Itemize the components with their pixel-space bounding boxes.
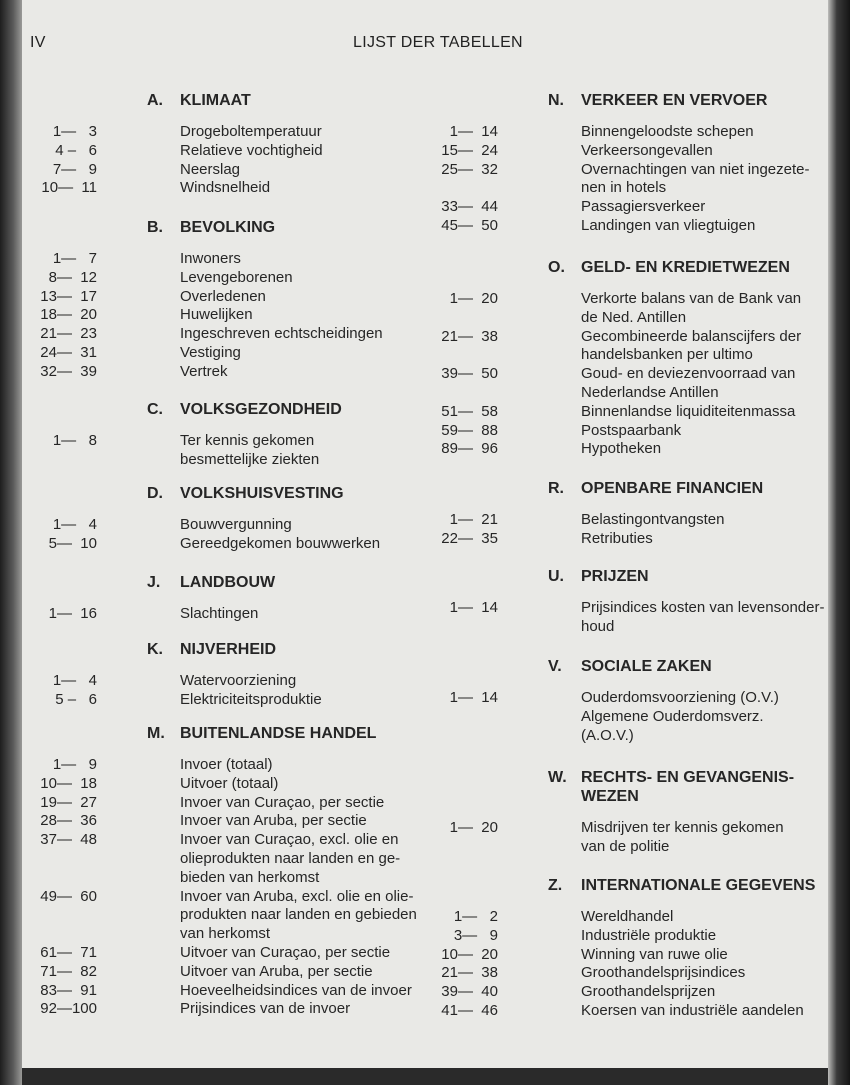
table-range: 5— 10 [48, 534, 97, 552]
table-entry [52, 432, 320, 470]
table-range: 59— 88 [441, 421, 498, 439]
table-description [581, 328, 801, 366]
section [52, 401, 342, 470]
table-entry [52, 672, 322, 691]
table-range: 39— 40 [441, 983, 498, 1001]
section-heading [147, 219, 383, 241]
table-description [180, 123, 323, 142]
description-line: handelsbanken per ultimo [581, 346, 753, 364]
table-range: 71— 82 [40, 962, 97, 980]
description-line: Drogeboltemperatuur [180, 123, 322, 140]
description-line: Retributies [581, 529, 653, 547]
table-range: 15— 24 [441, 141, 498, 159]
table-range: 21— 38 [441, 964, 498, 982]
description-line: Uitvoer van Curaçao, per sectie [180, 943, 391, 961]
table-list [48, 516, 381, 554]
section-title-line2: WEZEN [581, 788, 639, 805]
section [48, 485, 381, 554]
table-range: 1— 4 [52, 672, 97, 689]
section-heading [548, 92, 809, 114]
table-entry [52, 160, 323, 180]
table-range: 8— 12 [48, 268, 97, 286]
description-line: Uitvoer van Aruba, per sectie [180, 962, 373, 980]
table-description [180, 516, 380, 535]
description-line: Misdrijven ter kennis gekomen [581, 819, 784, 836]
description-line: Goud- en deviezenvoorraad van [581, 365, 796, 383]
section-heading [548, 658, 779, 680]
table-entry [449, 290, 802, 328]
description-line: Invoer van Curaçao, per sectie [180, 793, 385, 811]
table-range: 1— 4 [52, 516, 97, 533]
table-description [180, 306, 383, 325]
description-line: Huwelijken [180, 306, 253, 324]
table-range: 21— 23 [40, 325, 97, 343]
table-description [180, 794, 417, 813]
description-line: Relatieve vochtigheid [180, 141, 323, 159]
description-line: Inwoners [180, 250, 241, 267]
section-heading [147, 725, 417, 747]
section-letter: Z. [548, 877, 563, 894]
description-line: Gereedgekomen bouwwerken [180, 534, 381, 552]
table-description [180, 691, 322, 710]
table-entry [40, 962, 417, 982]
description-line: Industriële produktie [581, 926, 717, 944]
table-description [581, 908, 804, 927]
description-line: Hypotheken [581, 440, 662, 458]
description-line: Binnenlandse liquiditeitenmassa [581, 402, 796, 420]
section-letter: N. [548, 92, 564, 109]
table-description [581, 819, 784, 857]
description-line: Passagiersverkeer [581, 198, 706, 216]
description-line: Postspaarbank [581, 421, 682, 439]
description-line: Levengeborenen [180, 268, 293, 286]
table-description [581, 422, 801, 441]
table-range: 89— 96 [441, 440, 498, 458]
table-range: 5 – 6 [55, 690, 97, 708]
section-heading [548, 480, 764, 502]
description-line: Hoeveelheidsindices van de invoer [180, 981, 412, 999]
section-heading [147, 574, 276, 596]
description-line: Uitvoer (totaal) [180, 774, 279, 792]
description-line: Groothandelsprijsindices [581, 964, 746, 982]
table-entry [453, 926, 804, 946]
description-line: Wereldhandel [581, 908, 674, 925]
table-entry [40, 1000, 417, 1019]
table-list [449, 689, 779, 745]
table-description [180, 142, 323, 161]
table-range: 39— 50 [441, 365, 498, 383]
section [449, 568, 825, 637]
section [441, 259, 802, 459]
table-entry [441, 365, 801, 403]
table-entry [441, 1001, 804, 1021]
table-description [581, 511, 724, 530]
table-entry [441, 440, 801, 459]
description-line: Ter kennis gekomen [180, 432, 315, 449]
table-entry [441, 964, 804, 983]
table-range: 1— 21 [449, 511, 498, 528]
table-description [581, 123, 809, 142]
table-range: 1— 2 [453, 908, 498, 925]
description-line: Invoer van Aruba, excl. olie en olie- [180, 887, 414, 905]
section [40, 219, 383, 382]
table-description [581, 927, 804, 946]
description-line: olieprodukten naar landen en ge- [180, 849, 401, 867]
table-range: 1— 8 [52, 432, 97, 449]
table-list [441, 908, 804, 1021]
section-heading [147, 92, 323, 114]
description-line: houd [581, 617, 615, 635]
table-entry [441, 421, 801, 441]
table-description [180, 982, 417, 1001]
section-letter: R. [548, 480, 564, 497]
table-description [180, 672, 322, 691]
section-title: BEVOLKING [180, 219, 276, 236]
table-description [180, 756, 417, 775]
table-entry [55, 141, 323, 161]
description-line: Belastingontvangsten [581, 511, 725, 528]
table-range: 10— 11 [41, 179, 97, 197]
table-list [449, 599, 825, 637]
description-line: Algemene Ouderdomsverz. [581, 707, 764, 725]
table-range: 45— 50 [441, 216, 498, 234]
table-entry [441, 945, 804, 965]
section-heading [548, 877, 816, 899]
description-line: besmettelijke ziekten [180, 450, 320, 468]
description-line: Prijsindices kosten van levensonder- [581, 599, 825, 616]
document-page [22, 0, 830, 1068]
description-line: Binnengeloodste schepen [581, 123, 754, 140]
table-range: 24— 31 [40, 343, 97, 361]
table-entry [40, 362, 383, 382]
section-title: PRIJZEN [581, 568, 649, 585]
table-range: 61— 71 [40, 943, 97, 961]
description-line: Winning van ruwe olie [581, 945, 728, 963]
table-entry [441, 198, 809, 217]
table-range: 83— 91 [40, 981, 97, 999]
table-range: 25— 32 [441, 160, 498, 178]
table-description [180, 179, 323, 198]
table-range: 51— 58 [441, 402, 498, 420]
table-entry [449, 599, 825, 637]
table-list [52, 432, 320, 470]
book-spine-shadow [0, 0, 22, 1085]
description-line: Verkorte balans van de Bank van [581, 290, 802, 307]
table-description [180, 605, 258, 624]
description-line: Bouwvergunning [180, 516, 292, 533]
section-letter: W. [548, 769, 567, 786]
table-description [180, 325, 383, 344]
table-range: 1— 14 [449, 689, 498, 706]
description-line: van de politie [581, 837, 670, 855]
table-range: 37— 48 [40, 831, 97, 849]
table-entry [48, 534, 381, 554]
description-line: Slachtingen [180, 605, 259, 622]
description-line: Ouderdomsvoorziening (O.V.) [581, 689, 779, 706]
table-description [180, 963, 417, 982]
table-range: 28— 36 [40, 812, 97, 830]
table-description [581, 689, 779, 745]
section-letter: J. [147, 574, 161, 591]
page-title: LIJST DER TABELLEN [353, 34, 523, 51]
table-range: 92—100 [40, 1000, 97, 1018]
description-line: Vestiging [180, 343, 241, 361]
section-title: LANDBOUW [180, 574, 276, 591]
table-range: 4 – 6 [55, 141, 97, 159]
section [41, 92, 323, 198]
table-list [441, 511, 725, 549]
table-description [180, 831, 417, 887]
table-description [180, 535, 380, 554]
description-line: Invoer van Curaçao, excl. olie en [180, 831, 399, 849]
table-entry [441, 160, 810, 199]
section-letter: U. [548, 568, 564, 585]
table-description [581, 530, 724, 549]
table-range: 1— 14 [449, 123, 498, 140]
section-letter: B. [147, 219, 163, 236]
table-range: 1— 16 [48, 605, 97, 622]
section [40, 725, 417, 1019]
section-title: VERKEER EN VERVOER [581, 92, 768, 109]
page-number: IV [30, 34, 46, 51]
section-title: GELD- EN KREDIETWEZEN [581, 259, 790, 276]
table-entry [449, 819, 784, 857]
table-entry [41, 179, 323, 198]
table-description [581, 983, 804, 1002]
section [441, 877, 816, 1021]
table-description [581, 365, 801, 403]
description-line: Ingeschreven echtscheidingen [180, 325, 383, 343]
section-letter: O. [548, 259, 565, 276]
section-heading-continued [548, 788, 784, 810]
table-range: 22— 35 [441, 529, 498, 547]
description-line: Neerslag [180, 160, 241, 178]
table-range: 32— 39 [40, 362, 97, 380]
section-heading [147, 641, 322, 663]
description-line: Overnachtingen van niet ingezete- [581, 160, 810, 178]
table-range: 1— 9 [52, 756, 97, 773]
table-description [180, 269, 383, 288]
table-description [180, 812, 417, 831]
table-range: 1— 20 [449, 819, 498, 836]
table-entry [441, 983, 804, 1002]
table-entry [55, 690, 322, 710]
table-entry [40, 343, 383, 363]
table-entry [449, 511, 725, 530]
table-list [48, 605, 259, 624]
description-line: Windsnelheid [180, 179, 271, 197]
table-description [180, 161, 323, 180]
table-entry [52, 250, 383, 269]
table-description [581, 403, 801, 422]
section-title: OPENBARE FINANCIEN [581, 480, 764, 497]
section-title: VOLKSGEZONDHEID [180, 401, 342, 418]
section-heading [548, 259, 801, 281]
section-title: INTERNATIONALE GEGEVENS [581, 877, 816, 894]
table-range: 13— 17 [40, 287, 97, 305]
table-description [180, 775, 417, 794]
page-edge-shadow [828, 0, 850, 1085]
table-entry [441, 141, 809, 161]
table-range: 1— 20 [449, 290, 498, 307]
description-line: van herkomst [180, 925, 271, 943]
table-entry [52, 516, 380, 535]
table-entry [48, 605, 259, 624]
table-range: 49— 60 [40, 887, 97, 905]
table-entry [40, 793, 417, 813]
section-title: RECHTS- EN GEVANGENIS- [581, 769, 795, 786]
table-range: 41— 46 [441, 1001, 498, 1019]
section-title: SOCIALE ZAKEN [581, 658, 712, 675]
table-range: 7— 9 [52, 160, 97, 178]
description-line: Gecombineerde balanscijfers der [581, 327, 802, 345]
table-description [581, 290, 801, 328]
description-line: Nederlandse Antillen [581, 383, 719, 401]
description-line: Overledenen [180, 287, 266, 305]
table-entry [40, 981, 417, 1001]
description-line: produkten naar landen en gebieden [180, 906, 417, 924]
table-description [180, 344, 383, 363]
table-entry [40, 325, 383, 344]
table-entry [449, 123, 809, 142]
table-list [441, 123, 810, 236]
description-line: Groothandelsprijzen [581, 983, 716, 1001]
table-list [441, 290, 802, 459]
section-letter: A. [147, 92, 163, 109]
table-description [581, 198, 809, 217]
description-line: Landingen van vliegtuigen [581, 216, 756, 234]
section [449, 769, 795, 857]
table-description [581, 964, 804, 983]
table-range: 21— 38 [441, 327, 498, 345]
description-line: Prijsindices van de invoer [180, 1000, 351, 1018]
table-entry [40, 943, 417, 963]
table-description [581, 599, 824, 637]
table-entry [441, 402, 801, 422]
table-description [180, 432, 319, 470]
table-range: 3— 9 [453, 926, 498, 944]
description-line: Vertrek [180, 362, 228, 380]
table-range: 19— 27 [40, 793, 97, 811]
table-list [449, 819, 784, 857]
table-list [40, 250, 383, 382]
table-entry [441, 327, 802, 366]
description-line: nen in hotels [581, 179, 667, 197]
table-description [180, 888, 417, 944]
table-description [581, 161, 809, 199]
table-entry [40, 831, 417, 887]
table-description [180, 944, 417, 963]
section [441, 480, 764, 549]
section-title: NIJVERHEID [180, 641, 277, 658]
table-entry [48, 268, 383, 288]
section-heading [548, 568, 824, 590]
table-entry [449, 689, 779, 745]
description-line: Watervoorziening [180, 672, 297, 689]
table-description [180, 250, 383, 269]
section [441, 92, 810, 236]
table-range: 10— 18 [40, 774, 97, 792]
description-line: Verkeersongevallen [581, 141, 713, 159]
table-entry [40, 887, 417, 944]
table-list [40, 756, 417, 1019]
section-title: BUITENLANDSE HANDEL [180, 725, 377, 742]
table-entry [40, 287, 383, 307]
description-line: Elektriciteitsproduktie [180, 690, 322, 708]
section-letter: M. [147, 725, 165, 742]
table-entry [52, 123, 323, 142]
table-description [581, 946, 804, 965]
table-description [581, 1002, 804, 1021]
description-line: Invoer van Aruba, per sectie [180, 812, 367, 830]
table-list [52, 672, 322, 710]
table-entry [40, 774, 417, 794]
description-line: Invoer (totaal) [180, 756, 273, 773]
section [449, 658, 779, 745]
table-entry [441, 529, 724, 549]
table-entry [441, 216, 809, 236]
section-letter: V. [548, 658, 562, 675]
description-line: de Ned. Antillen [581, 308, 687, 326]
table-description [581, 217, 809, 236]
table-entry [52, 756, 417, 775]
table-range: 1— 3 [52, 123, 97, 140]
table-range: 33— 44 [441, 198, 498, 216]
table-entry [453, 908, 804, 927]
table-range: 1— 14 [449, 599, 498, 616]
section-title: KLIMAAT [180, 92, 251, 109]
section-letter: D. [147, 485, 163, 502]
description-line: (A.O.V.) [581, 726, 634, 744]
table-range: 1— 7 [52, 250, 97, 267]
section-letter: K. [147, 641, 163, 658]
table-entry [40, 812, 417, 831]
description-line: bieden van herkomst [180, 868, 320, 886]
section-title: VOLKSHUISVESTING [180, 485, 344, 502]
section [48, 574, 276, 624]
table-entry [40, 306, 383, 325]
table-range: 10— 20 [441, 945, 498, 963]
description-line: Koersen van industriële aandelen [581, 1001, 804, 1019]
table-list [41, 123, 323, 198]
table-description [581, 142, 809, 161]
table-description [180, 1000, 417, 1019]
section-heading [147, 485, 380, 507]
section [52, 641, 322, 710]
table-description [581, 440, 801, 459]
section-letter: C. [147, 401, 163, 418]
table-range: 18— 20 [40, 306, 97, 324]
table-description [180, 288, 383, 307]
table-description [180, 363, 383, 382]
section-heading [147, 401, 342, 423]
